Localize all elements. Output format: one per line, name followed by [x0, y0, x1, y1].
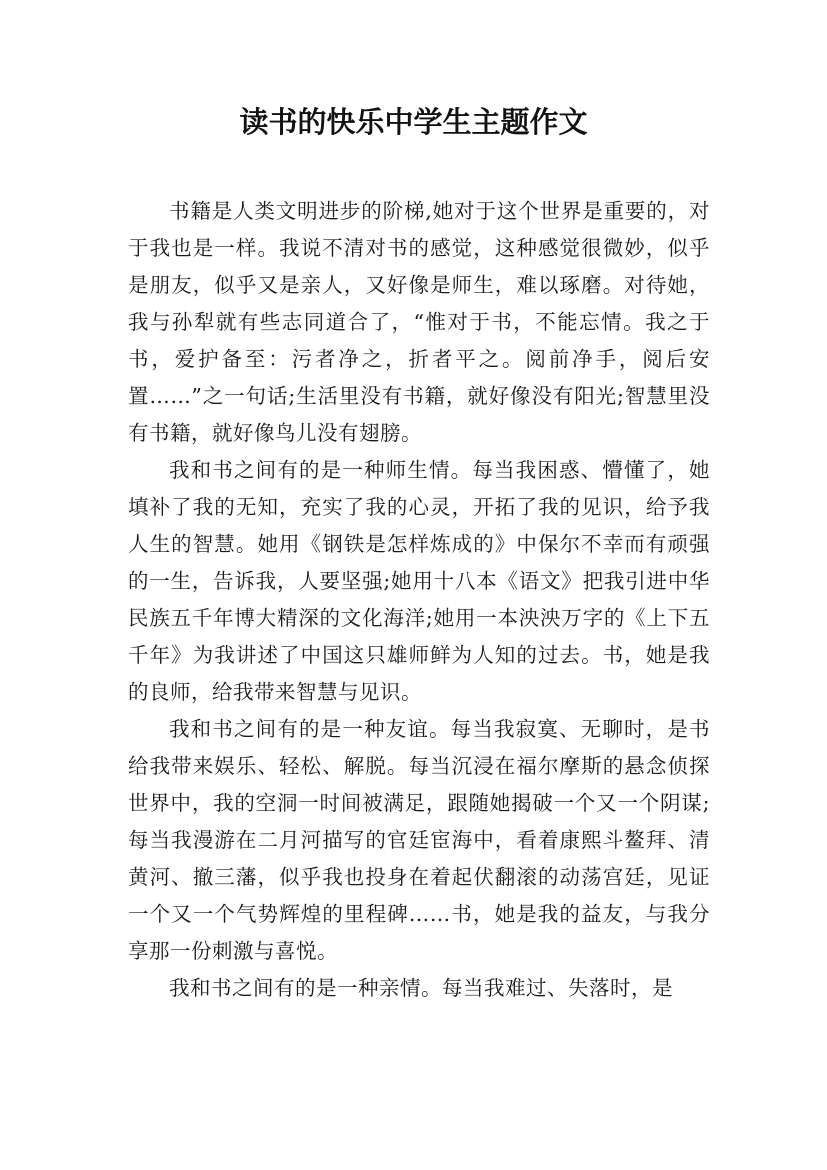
paragraph-4: 我和书之间有的是一种亲情。每当我难过、失落时，是	[169, 976, 673, 1000]
paragraph-2: 我和书之间有的是一种师生情。每当我困惑、懵懂了，她填补了我的无知，充实了我的心灵，开拓了我的见识，给予我人生的智慧。她用《钢铁是怎样炼成的》中保尔不幸而有顽强的一生，告诉我，人要坚强;她用十八本《语文》把我引进中华民族五千年博大精深的文化海洋;她用一本泱泱万字的《上下五千年》为我讲述了中国这只雄师鲜为人知的过去。书，她是我的良师，给我带来智慧与见识。	[128, 458, 710, 704]
paragraph-1: 书籍是人类文明进步的阶梯,她对于这个世界是重要的，对于我也是一样。我说不清对书的感觉，这种感觉很微妙，似乎是朋友，似乎又是亲人，又好像是师生，难以琢磨。对待她，我与孙犁就有些志同道合了，“惟对于书，不能忘情。我之于书，爱护备至：污者净之，折者平之。阅前净手，阅后安置……”之一句话;生活里没有书籍，就好像没有阳光;智慧里没有书籍，就好像鸟儿没有翅膀。	[128, 199, 710, 445]
paragraph-3: 我和书之间有的是一种友谊。每当我寂寞、无聊时，是书给我带来娱乐、轻松、解脱。每当沉浸在福尔摩斯的悬念侦探世界中，我的空洞一时间被满足，跟随她揭破一个又一个阴谋;每当我漫游在二月河描写的官廷宦海中，看着康熙斗鳌拜、清黄河、撤三藩，似乎我也投身在着起伏翻滚的动荡宫廷，见证一个又一个气势辉煌的里程碑……书，她是我的益友，与我分享那一份刺激与喜悦。	[128, 717, 710, 963]
document-body	[128, 193, 710, 1007]
document-title: 读书的快乐中学生主题作文	[239, 105, 588, 139]
